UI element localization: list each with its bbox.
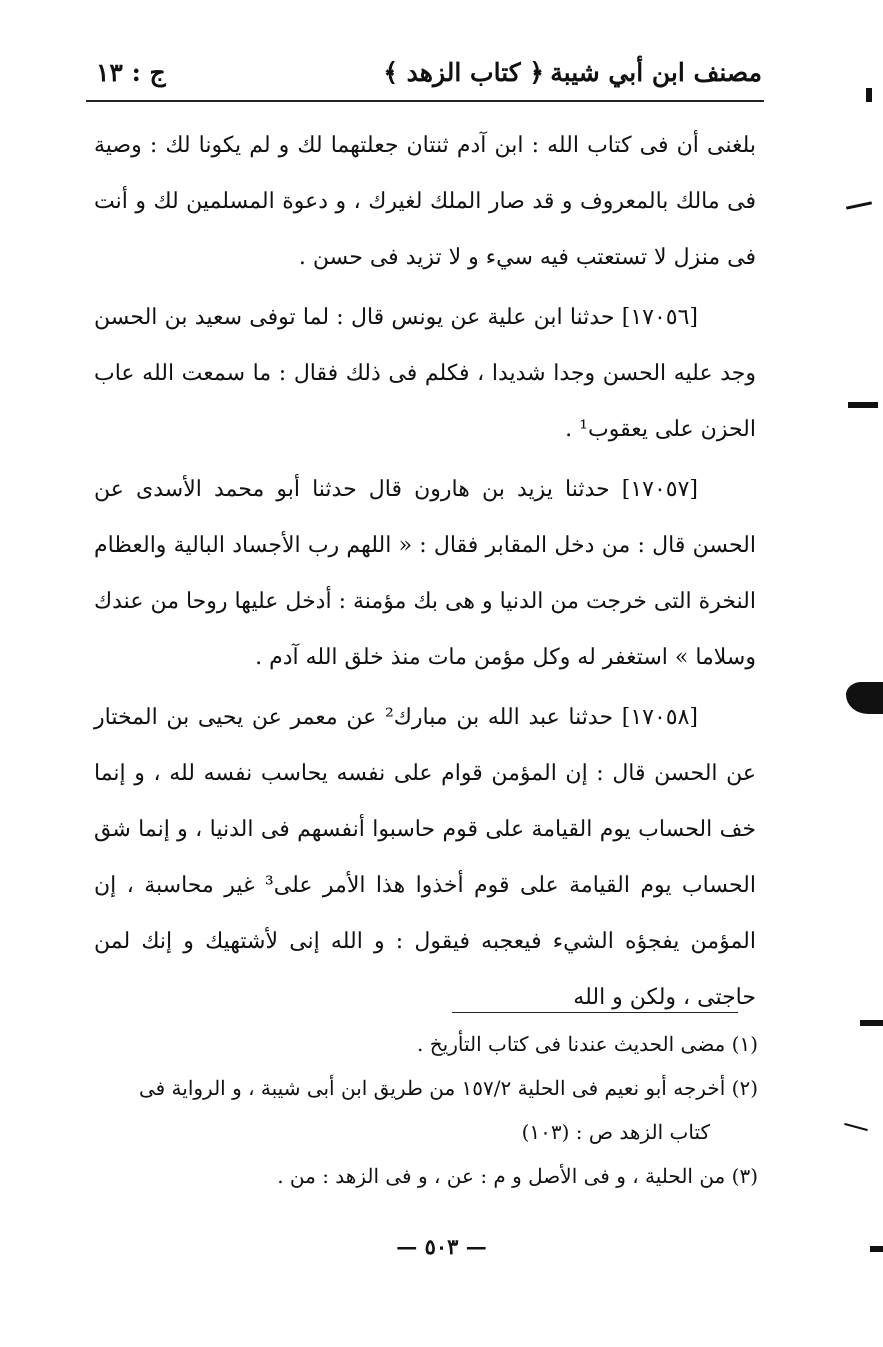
main-text <box>94 118 756 1026</box>
chapter-title: ﴿ كتاب الزهد ﴾ <box>383 58 544 87</box>
volume-number: ج : ١٣ <box>96 58 166 87</box>
hadith-17058: [١٧٠٥٨] حدثنا عبد الله بن مبارك² عن معمر عن يحيى بن المختار عن الحسن قال : إن المؤمن قوام على نفسه يحاسب نفسه لله ، و إنما خف الحساب يوم القيامة على قوم حاسبوا أنفسهم فى الدنيا ، و إنما شق الحساب يوم القيامة على قوم أخذوا هذا الأمر على³ غير محاسبة ، إن المؤمن يفجؤه الشيء فيعجبه فيقول : و الله إنى لأشتهيك و إنك لمن حاجتى ، ولكن و الله <box>94 705 756 1010</box>
footnote-3: (٣) من الحلية ، و فى الأصل و م : عن ، و فى الزهد : من . <box>277 1164 758 1188</box>
footnote-2-continued: كتاب الزهد ص : (١٠٣) <box>521 1120 710 1144</box>
footnote-rule <box>452 1012 738 1013</box>
header-rule <box>86 100 764 102</box>
paragraph-continued: بلغنى أن فى كتاب الله : ابن آدم ثنتان جعلتهما لك و لم يكونا لك : وصية فى مالك بالمعروف و قد صار الملك لغيرك ، و دعوة المسلمين لك و أنت فى منزل لا تستعتب فيه سيء و لا تزيد فى حسن . <box>94 133 756 270</box>
footnote-2: (٢) أخرجه أبو نعيم فى الحلية ١٥٧/٢ من طريق ابن أبى شيبة ، و الرواية فى <box>138 1076 758 1100</box>
scan-mark <box>846 682 883 714</box>
scan-mark <box>844 1123 868 1131</box>
running-header <box>88 52 762 98</box>
footnote-1: (١) مضى الحديث عندنا فى كتاب التأريخ . <box>417 1032 758 1056</box>
footnotes <box>90 1022 758 1198</box>
scan-mark <box>846 201 872 209</box>
hadith-17057: [١٧٠٥٧] حدثنا يزيد بن هارون قال حدثنا أبو محمد الأسدى عن الحسن قال : من دخل المقابر فقال : « اللهم رب الأجساد البالية والعظام النخرة التى خرجت من الدنيا و هى بك مؤمنة : أدخل عليها روحا من عندك وسلاما » استغفر له وكل مؤمن مات منذ خلق الله آدم . <box>94 477 756 670</box>
book-title: مصنف ابن أبي شيبة <box>550 58 762 87</box>
scan-mark <box>860 1020 883 1026</box>
scan-mark <box>866 88 872 102</box>
scan-mark <box>848 402 878 408</box>
hadith-17056: [١٧٠٥٦] حدثنا ابن علية عن يونس قال : لما توفى سعيد بن الحسن وجد عليه الحسن وجدا شديدا ، فكلم فى ذلك فقال : ما سمعت الله عاب الحزن على يعقوب¹ . <box>94 305 756 442</box>
page-number: — ٥٠٣ — <box>396 1234 487 1259</box>
scan-mark <box>870 1246 883 1252</box>
